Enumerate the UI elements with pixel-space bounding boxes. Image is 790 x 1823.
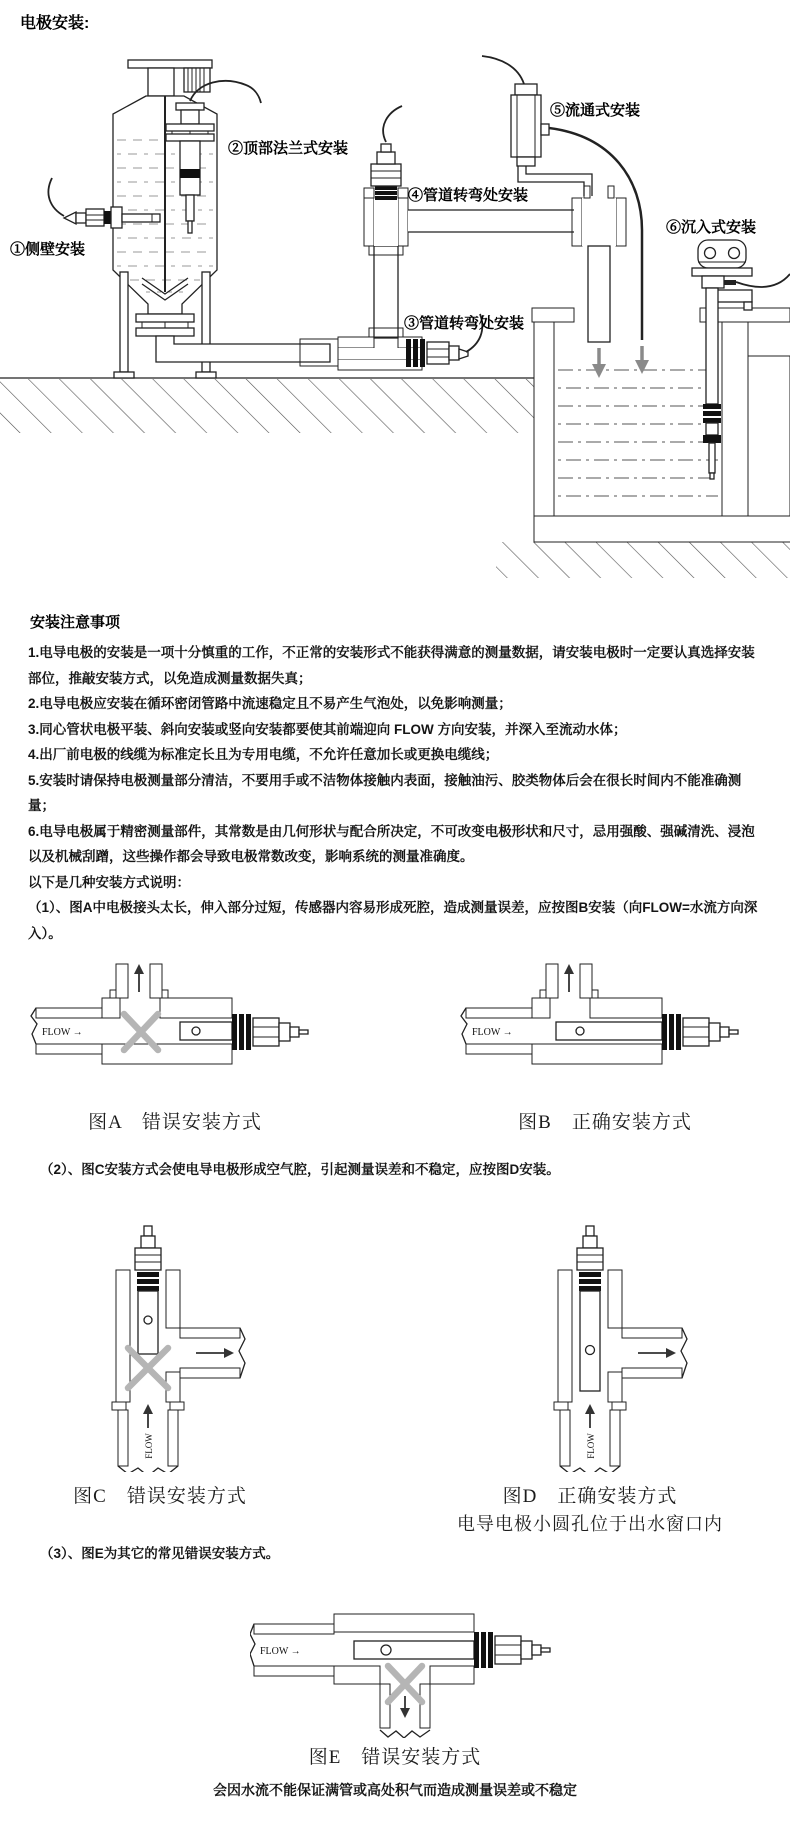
drain-pipe — [136, 314, 338, 366]
flow-label: FLOW → — [260, 1646, 301, 1657]
flow-label: FLOW — [586, 1433, 596, 1459]
figure-c — [50, 1224, 270, 1508]
figure-b-diagram — [460, 958, 750, 1098]
figure-d-caption2: 电导电极小圆孔位于出水窗口内 — [457, 1514, 723, 1534]
note-item-2: 2.电导电极应安装在循环密闭管路中流速稳定且不易产生气泡处，以免影响测量； — [28, 696, 512, 711]
label-pipe-bend-install-4: ④管道转弯处安装 — [408, 187, 529, 204]
note-item-6: 6.电导电极属于精密测量部件，其常数是由几何形状与配合所决定，不可改变电极形状和尺寸，忌用强酸、强碱清洗、浸泡以及机械刮蹭，这些操作都会导致电极常数改变，影响系统的测量准确度。 — [28, 823, 755, 864]
page-title: 电极安装: — [20, 15, 90, 32]
sump-basin — [532, 308, 790, 542]
note-item-4: 4.出厂前电极的线缆为标准定长且为专用电缆，不允许任意加长或更换电缆线； — [28, 747, 499, 762]
figure-e-caption: 图E 错误安装方式 — [308, 1747, 482, 1768]
label-immersion-install: ⑥沉入式安装 — [666, 219, 757, 236]
top-installation-diagram — [0, 40, 790, 605]
figure-e — [250, 1588, 560, 1743]
note-item-1: 1.电导电极的安装是一项十分慎重的工作，不正常的安装形式不能获得满意的测量数据，请安装电极时一定要认真选择安装部位，推敲安装方式，以免造成测量数据失真； — [28, 645, 755, 686]
notes-heading: 安装注意事项 — [30, 614, 121, 631]
label-side-wall-install: ①侧壁安装 — [10, 241, 86, 258]
tee-to-sump — [572, 186, 626, 378]
installation-notes — [28, 640, 768, 946]
figure-c-caption: 图C 错误安装方式 — [73, 1486, 247, 1507]
notes-more-intro: 以下是几种安装方式说明： — [28, 874, 190, 890]
footer-note: 会因水流不能保证满管或高处积气而造成测量误差或不稳定 — [213, 1782, 577, 1798]
note-point-3: （3）、图E为其它的常见错误安装方式。 — [40, 1546, 280, 1561]
note-item-5: 5.安装时请保持电极测量部分清洁，不要用手或不洁物体接触内表面，接触油污、胶类物体后会在很长时间内不能准确测量； — [28, 772, 742, 813]
flow-label: FLOW → — [42, 1027, 83, 1038]
figure-a-diagram — [30, 958, 320, 1098]
note-point-2: （2）、图C安装方式会使电导电极形成空气腔，引起测量误差和不稳定，应按图D安装。 — [40, 1162, 560, 1177]
flow-label: FLOW → — [472, 1027, 513, 1038]
figure-d-diagram — [440, 1224, 740, 1472]
figure-a — [30, 958, 320, 1134]
figure-d-caption: 图D 正确安装方式 — [502, 1486, 678, 1507]
label-top-flange-install: ②顶部法兰式安装 — [228, 140, 349, 157]
figure-a-caption: 图A 错误安装方式 — [88, 1112, 262, 1133]
figure-c-diagram — [50, 1224, 270, 1472]
note-item-3: 3.同心管状电极平装、斜向安装或竖向安装都要使其前端迎向 FLOW 方向安装，并深入至流动水体； — [28, 721, 627, 737]
immersion-assembly — [692, 240, 790, 479]
label-flow-through-install: ⑤流通式安装 — [550, 102, 641, 119]
water-surface — [558, 370, 718, 496]
flow-label: FLOW — [144, 1433, 154, 1459]
note-point-1: （1）、图A中电极接头太长，伸入部分过短，传感器内容易形成死腔，造成测量误差，应按图B安装（向FLOW=水流方向深入）。 — [28, 900, 758, 941]
label-pipe-bend-install-3: ③管道转弯处安装 — [404, 315, 525, 332]
figure-b — [460, 958, 750, 1134]
figure-d — [440, 1224, 740, 1536]
figure-b-caption: 图B 正确安装方式 — [518, 1112, 692, 1133]
tee-fitting-4 — [364, 106, 574, 338]
figure-e-diagram — [250, 1588, 560, 1738]
